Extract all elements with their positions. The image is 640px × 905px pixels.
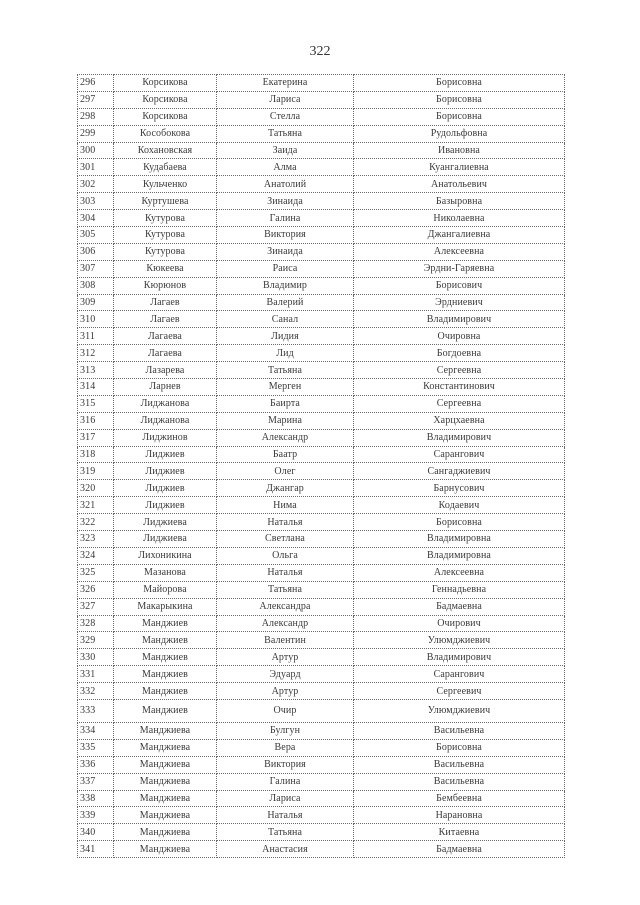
first-name-cell: Артур	[217, 683, 354, 700]
patronymic-cell: Джангалиевна	[354, 227, 565, 244]
row-number: 313	[78, 362, 114, 379]
last-name-cell: Манджиев	[114, 683, 217, 700]
row-number: 307	[78, 260, 114, 277]
row-number: 337	[78, 773, 114, 790]
patronymic-cell: Васильевна	[354, 722, 565, 739]
row-number: 329	[78, 632, 114, 649]
row-number: 335	[78, 739, 114, 756]
last-name-cell: Лиджанова	[114, 395, 217, 412]
patronymic-cell: Алексеевна	[354, 243, 565, 260]
patronymic-cell: Васильевна	[354, 773, 565, 790]
last-name-cell: Лиджиев	[114, 446, 217, 463]
patronymic-cell: Китаевна	[354, 824, 565, 841]
first-name-cell: Лид	[217, 345, 354, 362]
last-name-cell: Куртушева	[114, 193, 217, 210]
patronymic-cell: Константинович	[354, 379, 565, 396]
table-row	[78, 649, 565, 666]
table-row	[78, 142, 565, 159]
last-name-cell: Манджиева	[114, 756, 217, 773]
row-number: 320	[78, 480, 114, 497]
patronymic-cell: Анатольевич	[354, 176, 565, 193]
table-row	[78, 790, 565, 807]
row-number: 323	[78, 531, 114, 548]
row-number: 338	[78, 790, 114, 807]
first-name-cell: Лариса	[217, 91, 354, 108]
patronymic-cell: Николаевна	[354, 210, 565, 227]
row-number: 302	[78, 176, 114, 193]
table-row	[78, 581, 565, 598]
row-number: 303	[78, 193, 114, 210]
table-row	[78, 277, 565, 294]
table-row	[78, 756, 565, 773]
patronymic-cell: Куангалиевна	[354, 159, 565, 176]
last-name-cell: Лиджинов	[114, 429, 217, 446]
table-row	[78, 210, 565, 227]
table-row	[78, 497, 565, 514]
first-name-cell: Баирта	[217, 395, 354, 412]
last-name-cell: Манджиев	[114, 649, 217, 666]
patronymic-cell: Бембеевна	[354, 790, 565, 807]
last-name-cell: Лазарева	[114, 362, 217, 379]
last-name-cell: Корсикова	[114, 75, 217, 92]
table-row	[78, 412, 565, 429]
first-name-cell: Татьяна	[217, 824, 354, 841]
patronymic-cell: Улюмджиевич	[354, 699, 565, 722]
row-number: 333	[78, 699, 114, 722]
row-number: 305	[78, 227, 114, 244]
row-number: 300	[78, 142, 114, 159]
table-row	[78, 193, 565, 210]
table-row	[78, 514, 565, 531]
first-name-cell: Александра	[217, 598, 354, 615]
last-name-cell: Лагаев	[114, 311, 217, 328]
table-row	[78, 159, 565, 176]
patronymic-cell: Борисович	[354, 277, 565, 294]
row-number: 310	[78, 311, 114, 328]
table-row	[78, 699, 565, 722]
row-number: 341	[78, 841, 114, 858]
first-name-cell: Анатолий	[217, 176, 354, 193]
first-name-cell: Булгун	[217, 722, 354, 739]
row-number: 319	[78, 463, 114, 480]
first-name-cell: Артур	[217, 649, 354, 666]
table-row	[78, 615, 565, 632]
patronymic-cell: Богдоевна	[354, 345, 565, 362]
first-name-cell: Мерген	[217, 379, 354, 396]
table-row	[78, 75, 565, 92]
first-name-cell: Марина	[217, 412, 354, 429]
first-name-cell: Ольга	[217, 547, 354, 564]
row-number: 325	[78, 564, 114, 581]
table-row	[78, 108, 565, 125]
last-name-cell: Лиджанова	[114, 412, 217, 429]
row-number: 298	[78, 108, 114, 125]
name-table-body	[78, 75, 565, 858]
patronymic-cell: Борисовна	[354, 514, 565, 531]
table-row	[78, 480, 565, 497]
table-row	[78, 824, 565, 841]
patronymic-cell: Владимирович	[354, 649, 565, 666]
row-number: 331	[78, 666, 114, 683]
last-name-cell: Манджиева	[114, 739, 217, 756]
row-number: 336	[78, 756, 114, 773]
patronymic-cell: Эрдниевич	[354, 294, 565, 311]
patronymic-cell: Нарановна	[354, 807, 565, 824]
first-name-cell: Галина	[217, 210, 354, 227]
table-row	[78, 125, 565, 142]
row-number: 308	[78, 277, 114, 294]
first-name-cell: Светлана	[217, 531, 354, 548]
last-name-cell: Манджиев	[114, 632, 217, 649]
last-name-cell: Манджиев	[114, 666, 217, 683]
last-name-cell: Лагаева	[114, 345, 217, 362]
table-row	[78, 328, 565, 345]
first-name-cell: Джангар	[217, 480, 354, 497]
patronymic-cell: Рудольфовна	[354, 125, 565, 142]
first-name-cell: Лидия	[217, 328, 354, 345]
row-number: 334	[78, 722, 114, 739]
name-table	[77, 74, 565, 858]
patronymic-cell: Васильевна	[354, 756, 565, 773]
table-row	[78, 345, 565, 362]
last-name-cell: Манджиева	[114, 824, 217, 841]
first-name-cell: Заида	[217, 142, 354, 159]
table-row	[78, 395, 565, 412]
last-name-cell: Лиджиев	[114, 463, 217, 480]
last-name-cell: Кутурова	[114, 210, 217, 227]
row-number: 306	[78, 243, 114, 260]
patronymic-cell: Улюмджиевич	[354, 632, 565, 649]
table-row	[78, 739, 565, 756]
last-name-cell: Кособокова	[114, 125, 217, 142]
table-row	[78, 683, 565, 700]
first-name-cell: Зинаида	[217, 193, 354, 210]
last-name-cell: Макарыкина	[114, 598, 217, 615]
last-name-cell: Ларнев	[114, 379, 217, 396]
table-row	[78, 531, 565, 548]
last-name-cell: Корсикова	[114, 108, 217, 125]
row-number: 309	[78, 294, 114, 311]
row-number: 297	[78, 91, 114, 108]
last-name-cell: Лагаев	[114, 294, 217, 311]
table-row	[78, 666, 565, 683]
first-name-cell: Баатр	[217, 446, 354, 463]
last-name-cell: Майорова	[114, 581, 217, 598]
patronymic-cell: Сарангович	[354, 446, 565, 463]
table-row	[78, 176, 565, 193]
table-row	[78, 632, 565, 649]
first-name-cell: Екатерина	[217, 75, 354, 92]
row-number: 312	[78, 345, 114, 362]
row-number: 321	[78, 497, 114, 514]
first-name-cell: Алма	[217, 159, 354, 176]
first-name-cell: Валерий	[217, 294, 354, 311]
table-row	[78, 463, 565, 480]
table-row	[78, 379, 565, 396]
row-number: 339	[78, 807, 114, 824]
patronymic-cell: Бадмаевна	[354, 598, 565, 615]
row-number: 315	[78, 395, 114, 412]
row-number: 304	[78, 210, 114, 227]
patronymic-cell: Бадмаевна	[354, 841, 565, 858]
patronymic-cell: Базыровна	[354, 193, 565, 210]
last-name-cell: Кутурова	[114, 243, 217, 260]
table-row	[78, 362, 565, 379]
patronymic-cell: Барнусович	[354, 480, 565, 497]
table-row	[78, 841, 565, 858]
table-row	[78, 429, 565, 446]
first-name-cell: Зинаида	[217, 243, 354, 260]
row-number: 317	[78, 429, 114, 446]
first-name-cell: Валентин	[217, 632, 354, 649]
first-name-cell: Наталья	[217, 564, 354, 581]
patronymic-cell: Сарангович	[354, 666, 565, 683]
last-name-cell: Манджиев	[114, 615, 217, 632]
last-name-cell: Манджиев	[114, 699, 217, 722]
row-number: 340	[78, 824, 114, 841]
first-name-cell: Александр	[217, 429, 354, 446]
row-number: 324	[78, 547, 114, 564]
patronymic-cell: Владимирович	[354, 311, 565, 328]
table-row	[78, 446, 565, 463]
patronymic-cell: Владимирович	[354, 429, 565, 446]
last-name-cell: Лагаева	[114, 328, 217, 345]
first-name-cell: Эдуард	[217, 666, 354, 683]
patronymic-cell: Владимировна	[354, 547, 565, 564]
patronymic-cell: Борисовна	[354, 75, 565, 92]
table-row	[78, 294, 565, 311]
last-name-cell: Кульченко	[114, 176, 217, 193]
first-name-cell: Лариса	[217, 790, 354, 807]
first-name-cell: Виктория	[217, 756, 354, 773]
patronymic-cell: Кодаевич	[354, 497, 565, 514]
first-name-cell: Нима	[217, 497, 354, 514]
first-name-cell: Раиса	[217, 260, 354, 277]
row-number: 322	[78, 514, 114, 531]
first-name-cell: Олег	[217, 463, 354, 480]
row-number: 296	[78, 75, 114, 92]
patronymic-cell: Борисовна	[354, 739, 565, 756]
table-row	[78, 773, 565, 790]
first-name-cell: Виктория	[217, 227, 354, 244]
first-name-cell: Санал	[217, 311, 354, 328]
table-row	[78, 547, 565, 564]
row-number: 328	[78, 615, 114, 632]
first-name-cell: Наталья	[217, 514, 354, 531]
last-name-cell: Кудабаева	[114, 159, 217, 176]
patronymic-cell: Борисовна	[354, 91, 565, 108]
row-number: 326	[78, 581, 114, 598]
first-name-cell: Владимир	[217, 277, 354, 294]
row-number: 301	[78, 159, 114, 176]
patronymic-cell: Сергеевна	[354, 362, 565, 379]
row-number: 311	[78, 328, 114, 345]
patronymic-cell: Очирович	[354, 615, 565, 632]
last-name-cell: Манджиева	[114, 807, 217, 824]
row-number: 330	[78, 649, 114, 666]
first-name-cell: Татьяна	[217, 581, 354, 598]
table-row	[78, 91, 565, 108]
table-row	[78, 722, 565, 739]
first-name-cell: Очир	[217, 699, 354, 722]
last-name-cell: Манджиева	[114, 841, 217, 858]
last-name-cell: Лиджиев	[114, 497, 217, 514]
last-name-cell: Лиджиева	[114, 514, 217, 531]
first-name-cell: Анастасия	[217, 841, 354, 858]
patronymic-cell: Алексеевна	[354, 564, 565, 581]
last-name-cell: Корсикова	[114, 91, 217, 108]
last-name-cell: Кохановская	[114, 142, 217, 159]
table-row	[78, 227, 565, 244]
patronymic-cell: Очировна	[354, 328, 565, 345]
patronymic-cell: Борисовна	[354, 108, 565, 125]
last-name-cell: Мазанова	[114, 564, 217, 581]
patronymic-cell: Сергеевна	[354, 395, 565, 412]
table-row	[78, 564, 565, 581]
patronymic-cell: Эрдни-Гаряевна	[354, 260, 565, 277]
last-name-cell: Кутурова	[114, 227, 217, 244]
patronymic-cell: Ивановна	[354, 142, 565, 159]
table-row	[78, 598, 565, 615]
first-name-cell: Галина	[217, 773, 354, 790]
table-row	[78, 807, 565, 824]
row-number: 314	[78, 379, 114, 396]
patronymic-cell: Владимировна	[354, 531, 565, 548]
last-name-cell: Лихоникина	[114, 547, 217, 564]
last-name-cell: Кюрюнов	[114, 277, 217, 294]
patronymic-cell: Геннадьевна	[354, 581, 565, 598]
patronymic-cell: Харцхаевна	[354, 412, 565, 429]
row-number: 332	[78, 683, 114, 700]
last-name-cell: Манджиева	[114, 722, 217, 739]
last-name-cell: Лиджиев	[114, 480, 217, 497]
last-name-cell: Лиджиева	[114, 531, 217, 548]
table-row	[78, 260, 565, 277]
last-name-cell: Кюкеева	[114, 260, 217, 277]
first-name-cell: Вера	[217, 739, 354, 756]
page-number: 322	[309, 44, 331, 59]
last-name-cell: Манджиева	[114, 773, 217, 790]
table-row	[78, 311, 565, 328]
patronymic-cell: Сергеевич	[354, 683, 565, 700]
row-number: 299	[78, 125, 114, 142]
first-name-cell: Татьяна	[217, 362, 354, 379]
row-number: 327	[78, 598, 114, 615]
table-row	[78, 243, 565, 260]
first-name-cell: Наталья	[217, 807, 354, 824]
row-number: 316	[78, 412, 114, 429]
row-number: 318	[78, 446, 114, 463]
last-name-cell: Манджиева	[114, 790, 217, 807]
first-name-cell: Татьяна	[217, 125, 354, 142]
patronymic-cell: Сангаджиевич	[354, 463, 565, 480]
first-name-cell: Александр	[217, 615, 354, 632]
first-name-cell: Стелла	[217, 108, 354, 125]
